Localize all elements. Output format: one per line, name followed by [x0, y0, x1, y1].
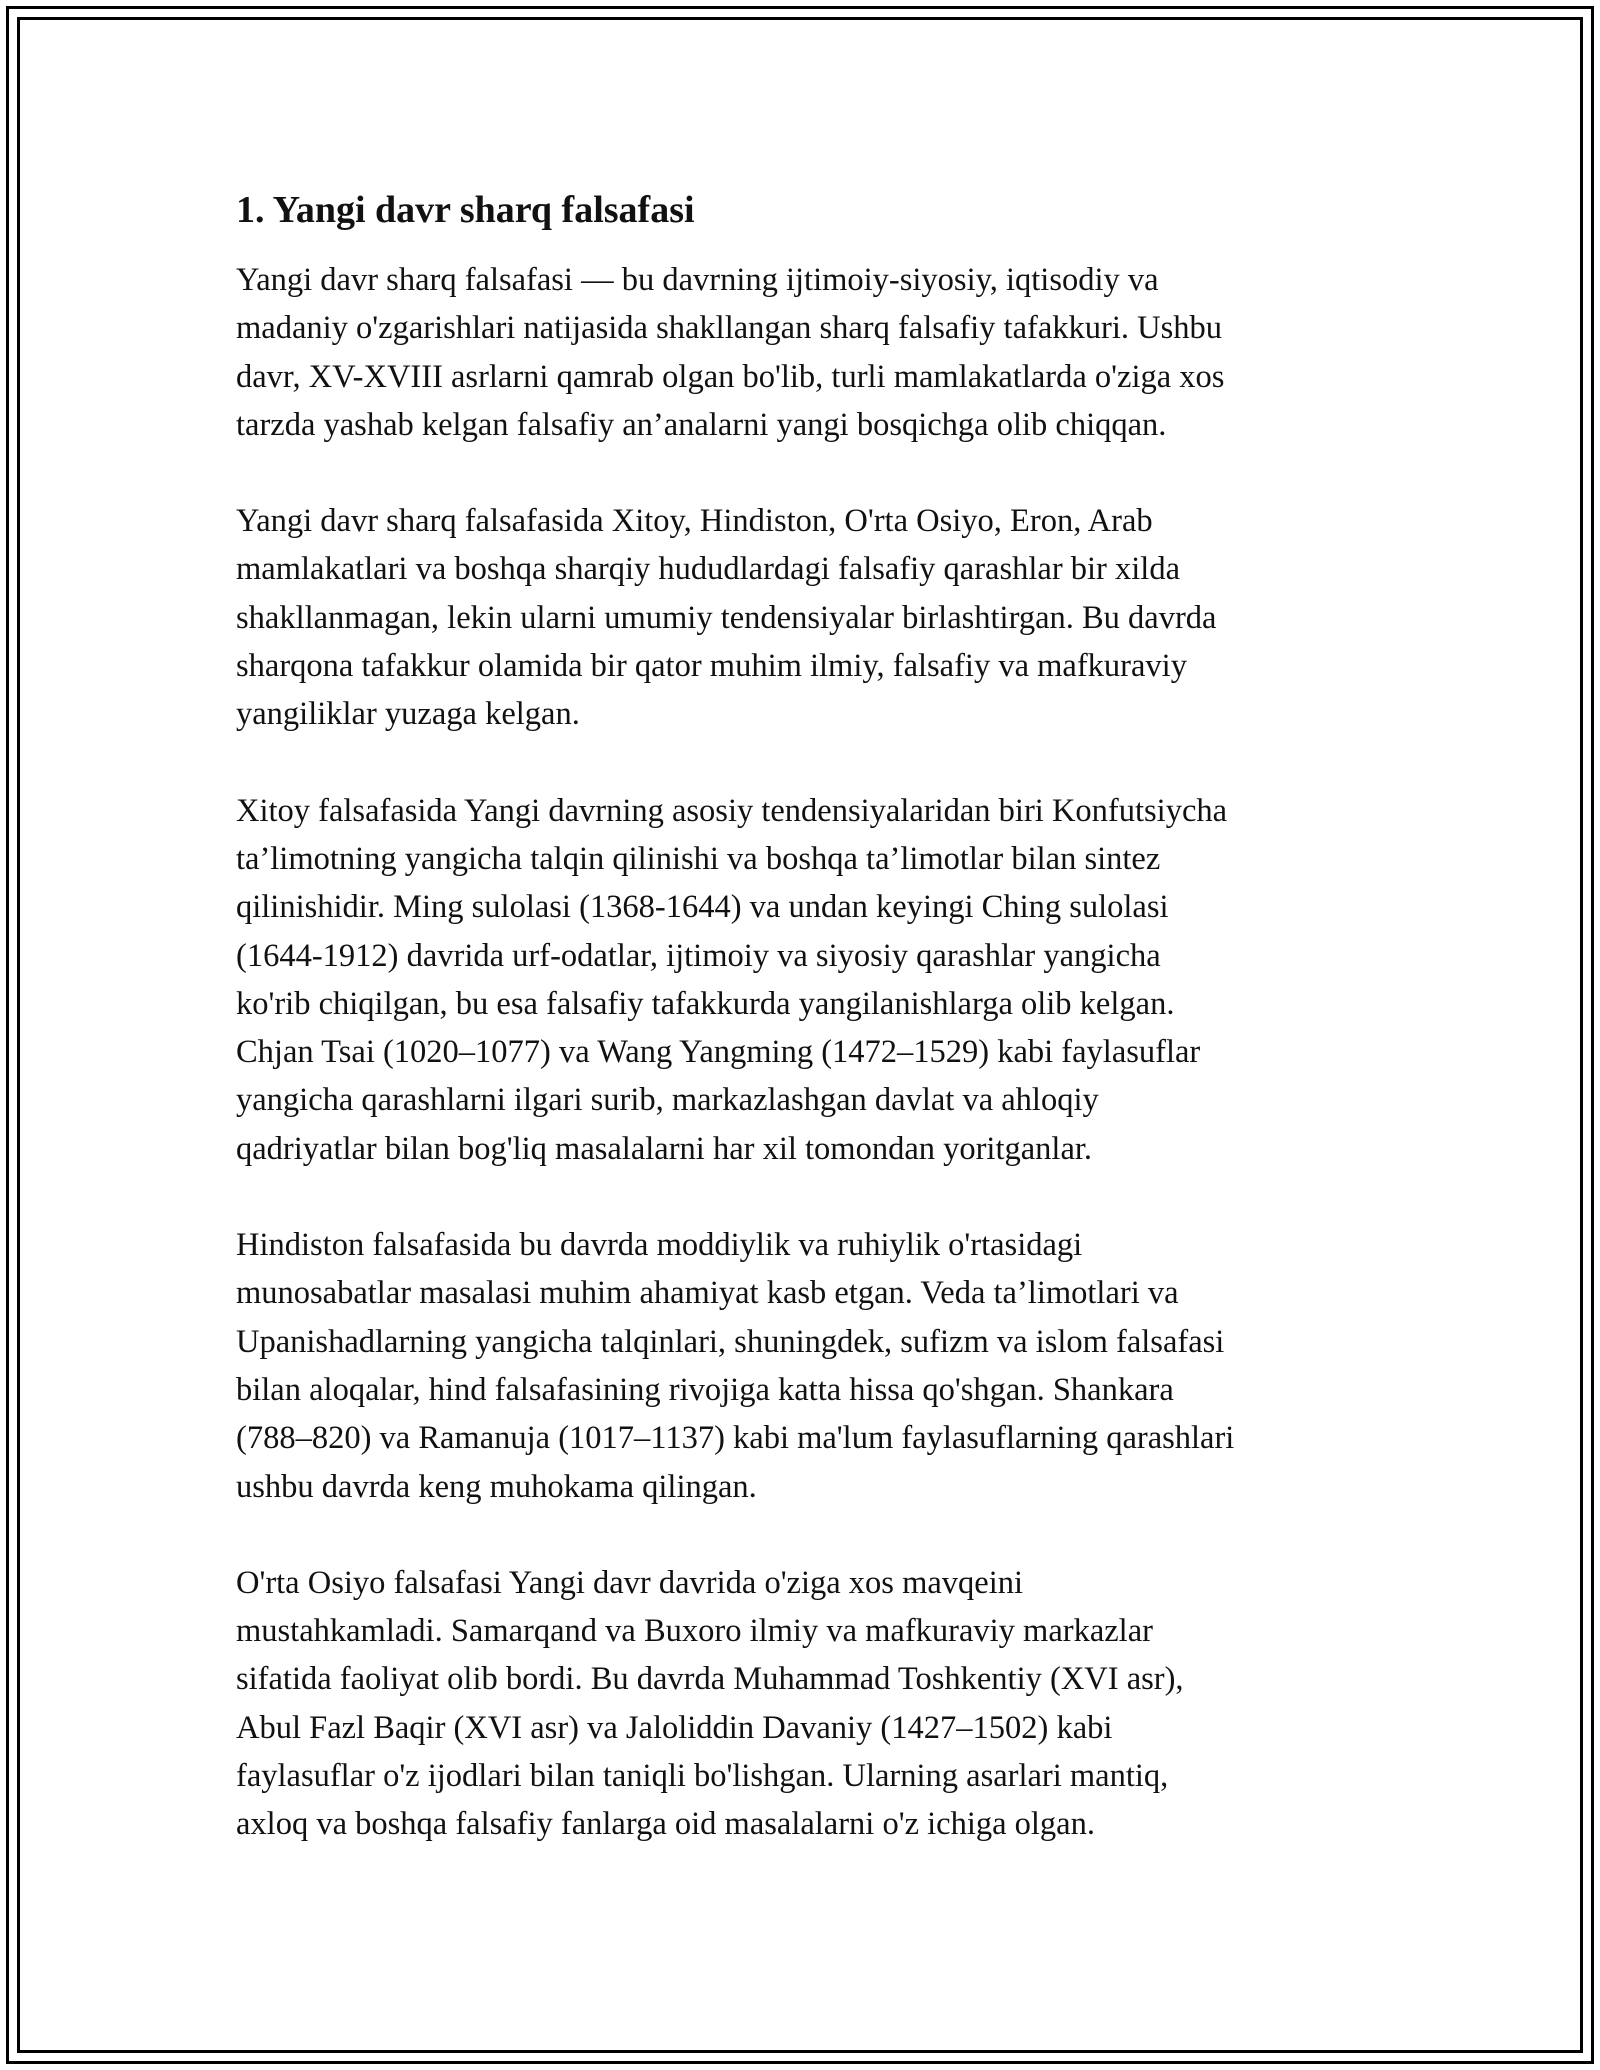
- text-line: Upanishadlarning yangicha talqinlari, shuningdek, sufizm va islom falsafasi: [236, 1323, 1225, 1360]
- text-line: (788–820) va Ramanuja (1017–1137) kabi ma'lum faylasuflarning qarashlari: [236, 1420, 1235, 1457]
- text-line: davr, XV-XVIII asrlarni qamrab olgan bo'lib, turli mamlakatlarda o'ziga xos: [236, 358, 1225, 395]
- text-line: faylasuflar o'z ijodlari bilan taniqli bo'lishgan. Ularning asarlari mantiq,: [236, 1758, 1169, 1795]
- text-line: Hindiston falsafasida bu davrda moddiylik va ruhiylik o'rtasidagi: [236, 1227, 1083, 1264]
- text-line: munosabatlar masalasi muhim ahamiyat kasb etgan. Veda ta’limotlari va: [236, 1275, 1179, 1312]
- text-line: sharqona tafakkur olamida bir qator muhim ilmiy, falsafiy va mafkuraviy: [236, 648, 1187, 685]
- text-line: yangiliklar yuzaga kelgan.: [236, 696, 580, 733]
- text-line: yangicha qarashlarni ilgari surib, markazlashgan davlat va ahloqiy: [236, 1082, 1099, 1119]
- text-line: bilan aloqalar, hind falsafasining rivojiga katta hissa qo'shgan. Shankara: [236, 1371, 1174, 1408]
- text-line: mamlakatlari va boshqa sharqiy hududlardagi falsafiy qarashlar bir xilda: [236, 551, 1180, 588]
- text-line: Xitoy falsafasida Yangi davrning asosiy tendensiyalaridan biri Konfutsiycha: [236, 792, 1228, 829]
- text-line: O'rta Osiyo falsafasi Yangi davr davrida o'ziga xos mavqeini: [236, 1564, 1024, 1601]
- text-line: mustahkamladi. Samarqand va Buxoro ilmiy va mafkuraviy markazlar: [236, 1613, 1153, 1650]
- text-line: qadriyatlar bilan bog'liq masalalarni har xil tomondan yoritganlar.: [236, 1130, 1093, 1167]
- paragraph-china: [236, 787, 1386, 1173]
- paragraph-intro: [236, 256, 1386, 449]
- paragraph-india: [236, 1221, 1386, 1511]
- paragraph-central-asia: [236, 1559, 1386, 1849]
- text-line: Abul Fazl Baqir (XVI asr) va Jaloliddin Davaniy (1427–1502) kabi: [236, 1709, 1113, 1746]
- paragraph-regions: [236, 497, 1386, 738]
- text-line: ko'rib chiqilgan, bu esa falsafiy tafakkurda yangilanishlarga olib kelgan.: [236, 985, 1175, 1022]
- text-line: ta’limotning yangicha talqin qilinishi va boshqa ta’limotlar bilan sintez: [236, 840, 1161, 877]
- document-body: [236, 186, 1386, 1897]
- text-line: madaniy o'zgarishlari natijasida shakllangan sharq falsafiy tafakkuri. Ushbu: [236, 310, 1222, 347]
- text-line: ushbu davrda keng muhokama qilingan.: [236, 1468, 757, 1505]
- text-line: Yangi davr sharq falsafasida Xitoy, Hindiston, O'rta Osiyo, Eron, Arab: [236, 503, 1153, 540]
- text-line: sifatida faoliyat olib bordi. Bu davrda Muhammad Toshkentiy (XVI asr),: [236, 1661, 1184, 1698]
- text-line: shakllanmagan, lekin ularni umumiy tendensiyalar birlashtirgan. Bu davrda: [236, 599, 1217, 636]
- text-line: Yangi davr sharq falsafasi — bu davrning ijtimoiy-siyosiy, iqtisodiy va: [236, 262, 1159, 298]
- text-line: axloq va boshqa falsafiy fanlarga oid masalalarni o'z ichiga olgan.: [236, 1806, 1095, 1843]
- section-heading: 1. Yangi davr sharq falsafasi: [236, 189, 695, 231]
- text-line: qilinishidir. Ming sulolasi (1368-1644) va undan keyingi Ching sulolasi: [236, 889, 1169, 926]
- text-line: (1644-1912) davrida urf-odatlar, ijtimoiy va siyosiy qarashlar yangicha: [236, 937, 1161, 974]
- text-line: tarzda yashab kelgan falsafiy an’analarni yangi bosqichga olib chiqqan.: [236, 406, 1167, 443]
- text-line: Chjan Tsai (1020–1077) va Wang Yangming (1472–1529) kabi faylasuflar: [236, 1034, 1201, 1071]
